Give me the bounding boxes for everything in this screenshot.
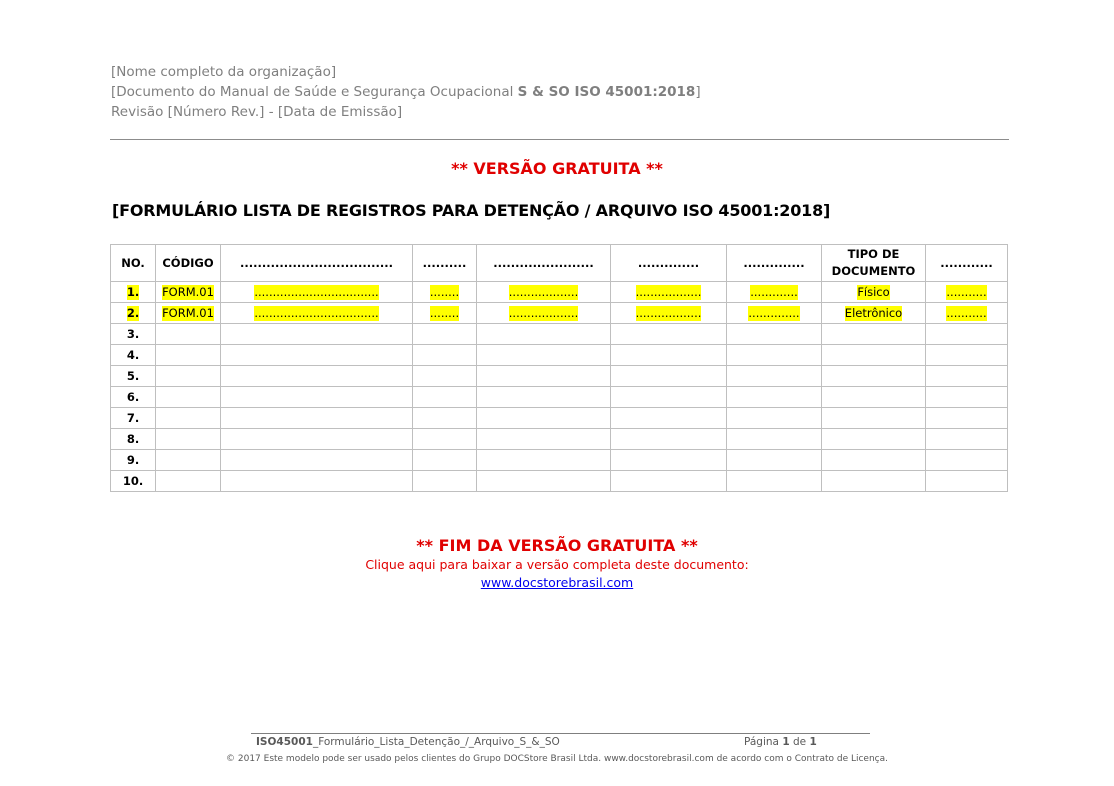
row-cell-3[interactable]: .................................. xyxy=(221,282,413,303)
row-cell-5[interactable] xyxy=(477,450,611,471)
row-cell-6[interactable] xyxy=(611,324,727,345)
footer-page-number xyxy=(744,736,817,748)
row-cell-5[interactable] xyxy=(477,366,611,387)
row-cell-9[interactable] xyxy=(926,450,1008,471)
row-cell-7[interactable] xyxy=(727,345,822,366)
row-codigo[interactable] xyxy=(156,450,221,471)
page-current: 1 xyxy=(782,736,790,748)
footer-filename xyxy=(256,736,560,748)
end-free-version-banner: ** FIM DA VERSÃO GRATUITA ** xyxy=(416,536,698,555)
table-header-row xyxy=(111,245,1008,282)
table-body xyxy=(111,282,1008,492)
row-cell-7[interactable] xyxy=(727,471,822,492)
row-cell-5[interactable] xyxy=(477,324,611,345)
row-cell-3[interactable] xyxy=(221,450,413,471)
col-header-3: ................................... xyxy=(221,245,413,282)
footer-divider xyxy=(251,733,870,734)
row-cell-3[interactable] xyxy=(221,429,413,450)
row-cell-6[interactable] xyxy=(611,450,727,471)
row-tipo[interactable] xyxy=(822,408,926,429)
website-link[interactable]: www.docstorebrasil.com xyxy=(480,575,634,590)
records-table xyxy=(110,244,1008,492)
row-cell-9[interactable] xyxy=(926,471,1008,492)
doc-prefix: [Documento do Manual de Saúde e Segurança Ocupacional xyxy=(111,84,518,100)
row-cell-3[interactable] xyxy=(221,345,413,366)
download-cta[interactable]: Clique aqui para baixar a versão completa deste documento: xyxy=(365,557,749,572)
row-cell-4[interactable] xyxy=(413,366,477,387)
document-header xyxy=(111,62,701,122)
row-cell-9[interactable] xyxy=(926,387,1008,408)
row-cell-6[interactable] xyxy=(611,366,727,387)
row-tipo[interactable] xyxy=(822,450,926,471)
row-cell-4[interactable]: ........ xyxy=(413,282,477,303)
footer-file-bold: ISO45001 xyxy=(256,736,313,748)
row-number: 2. xyxy=(111,303,156,324)
row-tipo[interactable] xyxy=(822,324,926,345)
row-cell-4[interactable] xyxy=(413,408,477,429)
row-cell-4[interactable]: ........ xyxy=(413,303,477,324)
website-link-wrap xyxy=(0,575,1114,590)
row-cell-7[interactable] xyxy=(727,408,822,429)
row-cell-7[interactable] xyxy=(727,387,822,408)
row-cell-7[interactable]: .............. xyxy=(727,303,822,324)
row-cell-9[interactable]: ........... xyxy=(926,282,1008,303)
row-codigo[interactable]: FORM.01 xyxy=(156,303,221,324)
row-cell-7[interactable] xyxy=(727,429,822,450)
row-cell-9[interactable] xyxy=(926,366,1008,387)
row-codigo[interactable] xyxy=(156,324,221,345)
row-cell-5[interactable]: ................... xyxy=(477,282,611,303)
row-tipo[interactable] xyxy=(822,345,926,366)
table-row xyxy=(111,282,1008,303)
row-cell-9[interactable] xyxy=(926,324,1008,345)
row-number: 8. xyxy=(111,429,156,450)
row-cell-3[interactable] xyxy=(221,408,413,429)
row-cell-3[interactable] xyxy=(221,471,413,492)
free-version-banner: ** VERSÃO GRATUITA ** xyxy=(451,159,663,178)
row-cell-6[interactable] xyxy=(611,471,727,492)
row-cell-4[interactable] xyxy=(413,345,477,366)
revision-line: Revisão [Número Rev.] - [Data de Emissão] xyxy=(111,104,403,120)
table-row xyxy=(111,303,1008,324)
footer-file-rest: _Formulário_Lista_Detenção_/_Arquivo_S_&_SO xyxy=(312,736,560,748)
row-cell-6[interactable] xyxy=(611,345,727,366)
row-cell-4[interactable] xyxy=(413,450,477,471)
row-cell-5[interactable]: ................... xyxy=(477,303,611,324)
row-cell-5[interactable] xyxy=(477,345,611,366)
row-cell-5[interactable] xyxy=(477,408,611,429)
row-cell-3[interactable] xyxy=(221,387,413,408)
row-codigo[interactable] xyxy=(156,408,221,429)
footer-copyright: © 2017 Este modelo pode ser usado pelos clientes do Grupo DOCStore Brasil Ltda. www.docstorebrasil.com de acordo com o Contrato de Licença. xyxy=(226,754,888,764)
row-number: 5. xyxy=(111,366,156,387)
row-codigo[interactable] xyxy=(156,366,221,387)
doc-title-line xyxy=(111,82,701,102)
row-cell-6[interactable] xyxy=(611,429,727,450)
row-cell-5[interactable] xyxy=(477,471,611,492)
row-codigo[interactable] xyxy=(156,387,221,408)
table-row xyxy=(111,387,1008,408)
row-cell-3[interactable] xyxy=(221,324,413,345)
row-tipo[interactable] xyxy=(822,387,926,408)
row-codigo[interactable] xyxy=(156,471,221,492)
row-cell-7[interactable] xyxy=(727,324,822,345)
row-cell-5[interactable] xyxy=(477,387,611,408)
col-header-9: ............ xyxy=(926,245,1008,282)
row-tipo[interactable]: Eletrônico xyxy=(822,303,926,324)
doc-standard: S & SO ISO 45001:2018 xyxy=(517,84,696,100)
row-cell-4[interactable] xyxy=(413,387,477,408)
row-number: 4. xyxy=(111,345,156,366)
row-cell-9[interactable]: ........... xyxy=(926,303,1008,324)
col-header-7: .............. xyxy=(727,245,822,282)
org-name: [Nome completo da organização] xyxy=(111,64,337,80)
page-label: Página xyxy=(744,736,779,748)
row-cell-7[interactable] xyxy=(727,366,822,387)
row-cell-6[interactable]: .................. xyxy=(611,282,727,303)
table-row xyxy=(111,471,1008,492)
page-total: 1 xyxy=(809,736,817,748)
page-of: de xyxy=(792,736,807,748)
row-tipo[interactable]: Físico xyxy=(822,282,926,303)
col-header-6: .............. xyxy=(611,245,727,282)
row-number: 1. xyxy=(111,282,156,303)
row-cell-7[interactable] xyxy=(727,450,822,471)
row-cell-9[interactable] xyxy=(926,429,1008,450)
row-codigo[interactable] xyxy=(156,345,221,366)
row-cell-4[interactable] xyxy=(413,429,477,450)
col-header-5: ....................... xyxy=(477,245,611,282)
col-header-no: NO. xyxy=(111,245,156,282)
row-cell-4[interactable] xyxy=(413,324,477,345)
row-cell-6[interactable]: .................. xyxy=(611,303,727,324)
row-cell-7[interactable]: ............. xyxy=(727,282,822,303)
row-cell-3[interactable] xyxy=(221,366,413,387)
row-number: 6. xyxy=(111,387,156,408)
row-cell-3[interactable]: .................................. xyxy=(221,303,413,324)
table-row xyxy=(111,429,1008,450)
row-number: 7. xyxy=(111,408,156,429)
row-tipo[interactable] xyxy=(822,429,926,450)
row-cell-9[interactable] xyxy=(926,408,1008,429)
row-cell-6[interactable] xyxy=(611,408,727,429)
table-row xyxy=(111,450,1008,471)
row-cell-6[interactable] xyxy=(611,387,727,408)
row-tipo[interactable] xyxy=(822,366,926,387)
table-row xyxy=(111,345,1008,366)
form-title: [FORMULÁRIO LISTA DE REGISTROS PARA DETENÇÃO / ARQUIVO ISO 45001:2018] xyxy=(112,201,831,220)
col-header-4: .......... xyxy=(413,245,477,282)
row-number: 10. xyxy=(111,471,156,492)
row-cell-9[interactable] xyxy=(926,345,1008,366)
table-row xyxy=(111,408,1008,429)
row-number: 9. xyxy=(111,450,156,471)
row-codigo[interactable] xyxy=(156,429,221,450)
col-header-tipo: TIPO DE DOCUMENTO xyxy=(822,245,926,282)
table-row xyxy=(111,366,1008,387)
table-row xyxy=(111,324,1008,345)
row-codigo[interactable]: FORM.01 xyxy=(156,282,221,303)
row-number: 3. xyxy=(111,324,156,345)
header-divider xyxy=(110,139,1009,140)
row-cell-5[interactable] xyxy=(477,429,611,450)
row-tipo[interactable] xyxy=(822,471,926,492)
doc-suffix: ] xyxy=(695,84,701,100)
col-header-codigo: CÓDIGO xyxy=(156,245,221,282)
row-cell-4[interactable] xyxy=(413,471,477,492)
